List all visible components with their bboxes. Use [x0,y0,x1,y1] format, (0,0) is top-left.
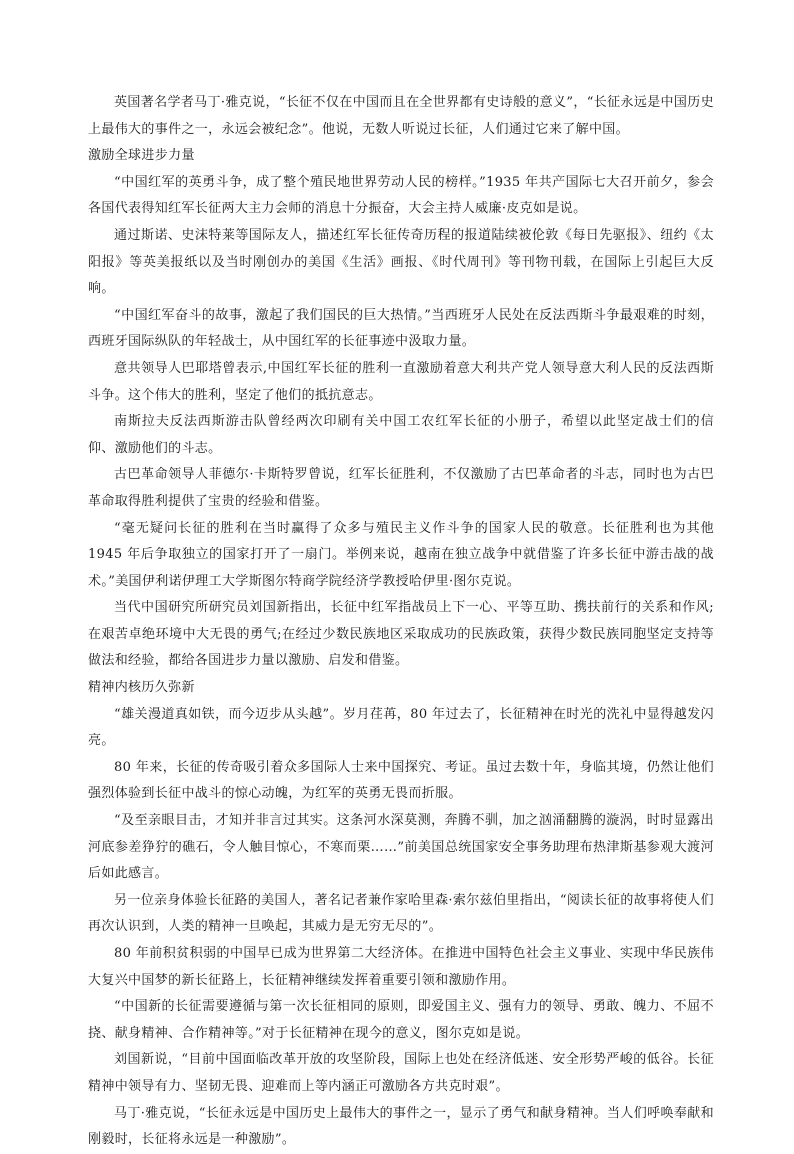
paragraph: “毫无疑问长征的胜利在当时赢得了众多与殖民主义作斗争的国家人民的敬意。长征胜利也为其他 1945 年后争取独立的国家打开了一扇门。举例来说，越南在独立战争中就借鉴了许多长征中游击战的战术。”美国伊利诺伊理工大学斯图尔特商学院经济学教授哈伊里·图尔克说。 [88,520,714,589]
paragraph: “及至亲眼目击，才知并非言过其实。这条河水深莫测，奔腾不驯，加之汹涌翻腾的漩涡，时时显露出河底参差狰狞的礁石，令人触目惊心，不寒而栗……”前美国总统国家安全事务助理布热津斯基参观大渡河后如此感言。 [88,813,714,882]
paragraph: 通过斯诺、史沫特莱等国际友人，描述红军长征传奇历程的报道陆续被伦敦《每日先驱报》、纽约《太阳报》等英美报纸以及当时刚创办的美国《生活》画报、《时代周刊》等刊物刊载，在国际上引起巨大反响。 [88,227,714,297]
paragraph: 古巴革命领导人菲德尔·卡斯特罗曾说，红军长征胜利，不仅激励了古巴革命者的斗志，同时也为古巴革命取得胜利提供了宝贵的经验和借鉴。 [88,467,714,509]
paragraph: 南斯拉夫反法西斯游击队曾经两次印刷有关中国工农红军长征的小册子，希望以此坚定战士们的信仰、激励他们的斗志。 [88,414,714,456]
paragraph: 意共领导人巴耶塔曾表示,中国红军长征的胜利一直激励着意大利共产党人领导意大利人民的反法西斯斗争。这个伟大的胜利，坚定了他们的抵抗意志。 [88,360,714,403]
section-heading: 精神内核历久弥新 [88,680,195,696]
paragraph: 另一位亲身体验长征路的美国人，著名记者兼作家哈里森·索尔兹伯里指出，“阅读长征的故事将使人们再次认识到，人类的精神一旦唤起，其威力是无穷无尽的”。 [88,892,714,935]
paragraph: 当代中国研究所研究员刘国新指出，长征中红军指战员上下一心、平等互助、携扶前行的关系和作风;在艰苦卓绝环境中大无畏的勇气;在经过少数民族地区采取成功的民族政策，获得少数民族同胞坚定支持等做法和经验，都给各国进步力量以激励、启发和借鉴。 [88,600,714,669]
section-heading: 激励全球进步力量 [88,148,195,164]
paragraph: 刘国新说，“目前中国面临改革开放的攻坚阶段，国际上也处在经济低迷、安全形势严峻的低谷。长征精神中领导有力、坚韧无畏、迎难而上等内涵正可激励各方共克时艰”。 [88,1052,714,1094]
paragraph: “中国红军的英勇斗争，成了整个殖民地世界劳动人民的榜样。”1935 年共产国际七大召开前夕，参会各国代表得知红军长征两大主力会师的消息十分振奋，大会主持人威廉·皮克如是说。 [88,174,714,217]
paragraph: 80 年来，长征的传奇吸引着众多国际人士来中国探究、考证。虽过去数十年，身临其境，仍然让他们强烈体验到长征中战斗的惊心动魄，为红军的英勇无畏而折服。 [88,759,714,802]
paragraph: 80 年前积贫积弱的中国早已成为世界第二大经济体。在推进中国特色社会主义事业、实现中华民族伟大复兴中国梦的新长征路上，长征精神继续发挥着重要引领和激励作用。 [88,946,714,988]
paragraph: 英国著名学者马丁·雅克说，“长征不仅在中国而且在全世界都有史诗般的意义”，“长征永远是中国历史上最伟大的事件之一，永远会被纪念”。他说，无数人听说过长征，人们通过它来了解中国。 [88,95,714,137]
paragraph: “雄关漫道真如铁，而今迈步从头越”。岁月荏苒，80 年过去了，长征精神在时光的洗礼中显得越发闪亮。 [88,706,714,749]
paragraph: 马丁·雅克说，“长征永远是中国历史上最伟大的事件之一，显示了勇气和献身精神。当人们呼唤奉献和刚毅时，长征将永远是一种激励”。 [88,1105,714,1148]
paragraph: “中国红军奋斗的故事，激起了我们国民的巨大热情。”当西班牙人民处在反法西斯斗争最艰难的时刻，西班牙国际纵队的年轻战士，从中国红军的长征事迹中汲取力量。 [88,307,714,350]
paragraph: “中国新的长征需要遵循与第一次长征相同的原则，即爱国主义、强有力的领导、勇敢、魄力、不屈不挠、献身精神、合作精神等。”对于长征精神在现今的意义，图尔克如是说。 [88,999,714,1041]
